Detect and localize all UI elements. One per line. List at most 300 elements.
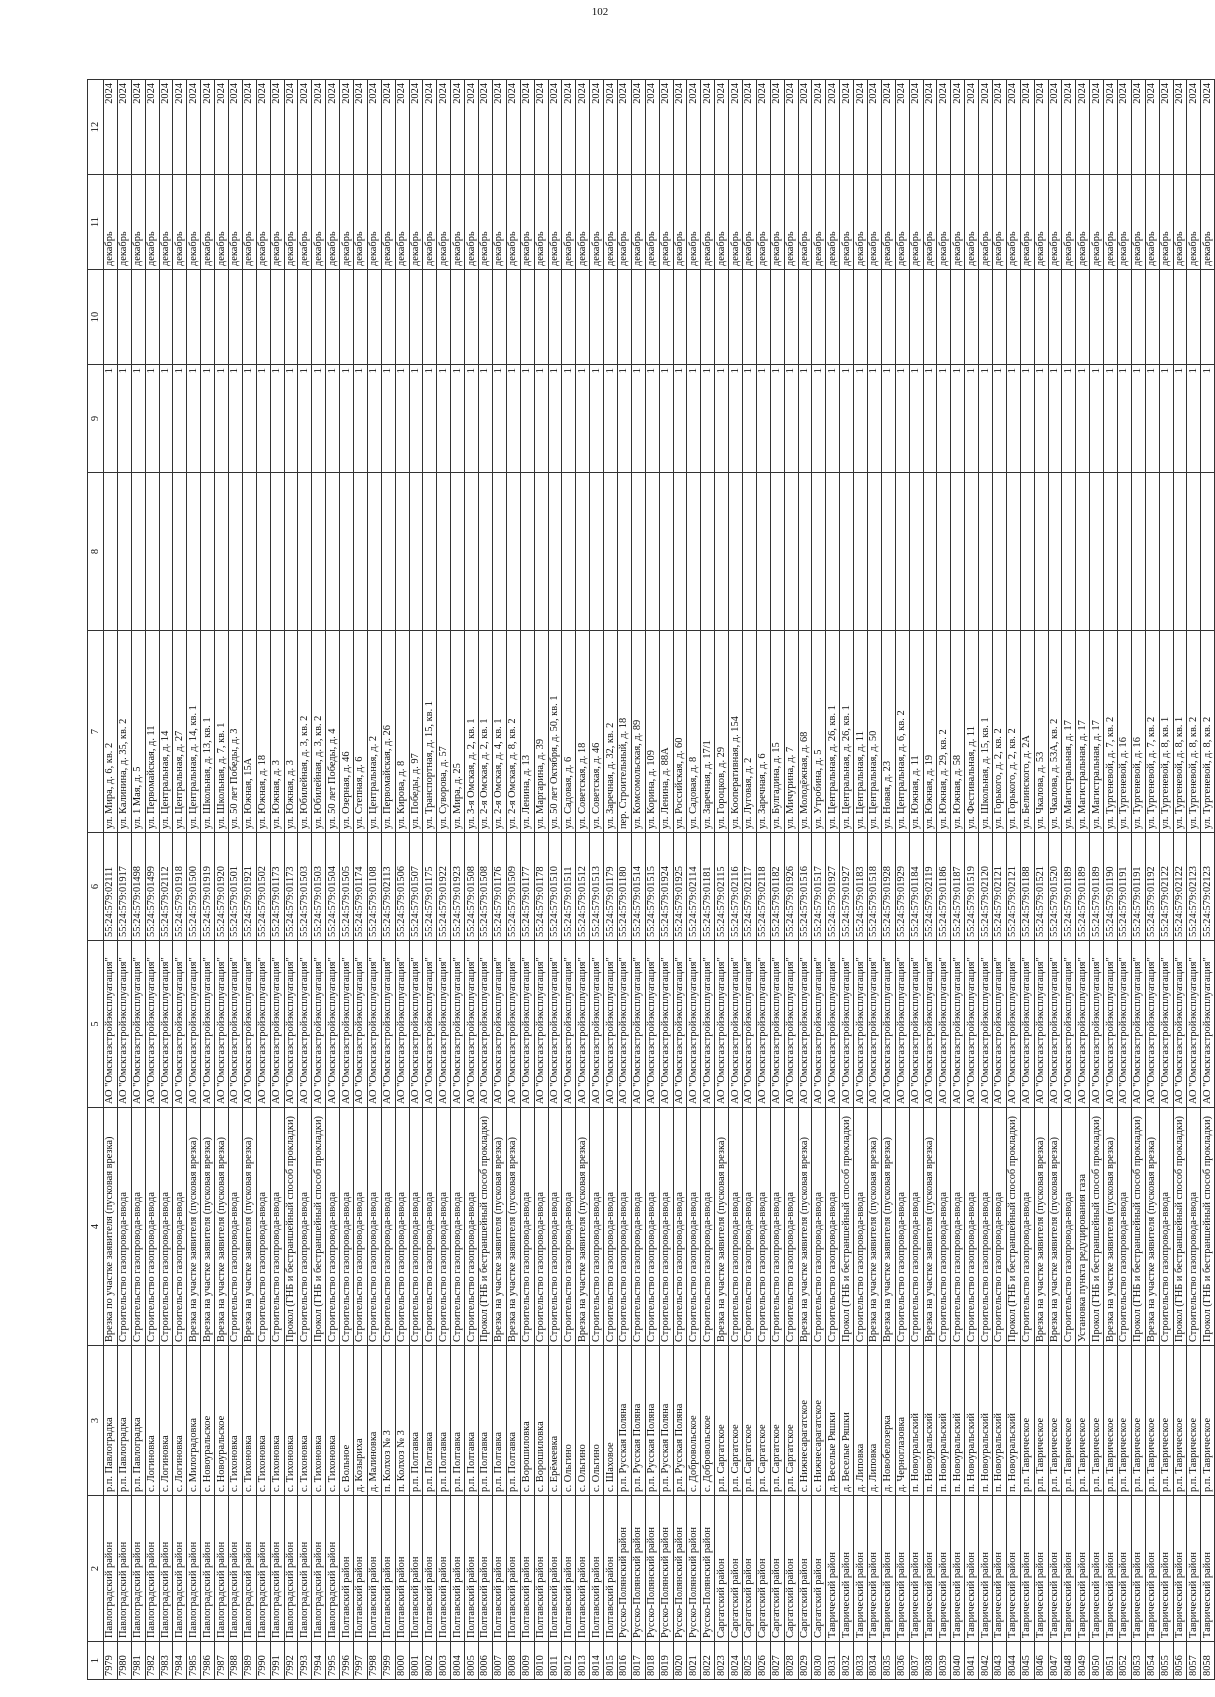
table-cell: [367, 473, 381, 631]
table-cell: декабрь: [284, 175, 298, 270]
table-cell: декабрь: [742, 175, 756, 270]
table-cell: АО "Омскгазстройэксплуатация": [548, 941, 562, 1108]
table-cell: 1: [395, 365, 409, 473]
table-cell: с. Тихоновка: [229, 1346, 243, 1496]
table-cell: ул. 50 лет Победы, д. 3: [229, 631, 243, 833]
table-row: [909, 80, 923, 1680]
table-row: [173, 80, 187, 1680]
table-cell: 55:24:579:02114: [687, 833, 701, 941]
table-cell: 8023: [715, 1642, 729, 1680]
table-row: [1104, 80, 1118, 1680]
table-cell: Строительство газопровода-ввода: [395, 1108, 409, 1346]
table-cell: 1: [506, 365, 520, 473]
table-cell: 8058: [1201, 1642, 1215, 1680]
table-cell: 8052: [1118, 1642, 1132, 1680]
table-cell: 8000: [395, 1642, 409, 1680]
table-cell: декабрь: [534, 175, 548, 270]
table-cell: Павлоградский район: [298, 1496, 312, 1642]
table-cell: 1: [284, 365, 298, 473]
table-cell: [840, 270, 854, 365]
table-cell: ул. Южная, д. 58: [951, 631, 965, 833]
table-cell: 1: [548, 365, 562, 473]
column-number-cell: 9: [88, 365, 104, 473]
table-cell: 8022: [701, 1642, 715, 1680]
table-cell: Павлоградский район: [201, 1496, 215, 1642]
table-cell: Строительство газопровода-ввода: [270, 1108, 284, 1346]
table-cell: 2024: [965, 80, 979, 175]
table-cell: 7982: [145, 1642, 159, 1680]
table-cell: Установка пункта редуцирования газа: [1076, 1108, 1090, 1346]
table-cell: декабрь: [131, 175, 145, 270]
table-cell: Таврический район: [993, 1496, 1007, 1642]
table-row: [520, 80, 534, 1680]
table-cell: [298, 473, 312, 631]
table-cell: 55:24:579:02118: [756, 833, 770, 941]
table-row: [965, 80, 979, 1680]
table-cell: [145, 270, 159, 365]
table-cell: Строительство газопровода-ввода: [173, 1108, 187, 1346]
table-cell: [465, 473, 479, 631]
table-cell: [798, 473, 812, 631]
table-cell: 2024: [645, 80, 659, 175]
table-row: [340, 80, 354, 1680]
table-cell: АО "Омскгазстройэксплуатация": [1020, 941, 1034, 1108]
table-cell: [881, 270, 895, 365]
table-cell: [492, 473, 506, 631]
table-cell: [548, 270, 562, 365]
table-cell: 55:24:579:01917: [117, 833, 131, 941]
table-cell: декабрь: [173, 175, 187, 270]
table-cell: с. Добровольское: [701, 1346, 715, 1496]
table-cell: д. Новобелозерка: [881, 1346, 895, 1496]
table-cell: ул. Маргарина, д. 39: [534, 631, 548, 833]
table-cell: 55:24:579:01500: [187, 833, 201, 941]
table-cell: [104, 473, 118, 631]
table-cell: декабрь: [465, 175, 479, 270]
table-cell: декабрь: [1201, 175, 1215, 270]
table-cell: Таврический район: [1006, 1496, 1020, 1642]
table-cell: 1: [826, 365, 840, 473]
table-cell: декабрь: [437, 175, 451, 270]
table-cell: [534, 270, 548, 365]
table-cell: [867, 270, 881, 365]
table-cell: Русско-Полянский район: [659, 1496, 673, 1642]
table-cell: декабрь: [590, 175, 604, 270]
table-cell: с. Ворошиловка: [534, 1346, 548, 1496]
table-row: [1006, 80, 1020, 1680]
table-cell: АО "Омскгазстройэксплуатация": [298, 941, 312, 1108]
table-cell: 1: [673, 365, 687, 473]
table-cell: [1145, 473, 1159, 631]
table-cell: декабрь: [1159, 175, 1173, 270]
table-cell: р.п. Таврическое: [1173, 1346, 1187, 1496]
table-row: [1159, 80, 1173, 1680]
table-cell: [576, 270, 590, 365]
table-cell: Строительство газопровода-ввода: [965, 1108, 979, 1346]
table-cell: ул. Первомайская, д. 11: [145, 631, 159, 833]
table-cell: Врезка на участке заявителя (пусковая врезка): [715, 1108, 729, 1346]
table-cell: Строительство газопровода-ввода: [673, 1108, 687, 1346]
table-cell: 55:24:579:01927: [826, 833, 840, 941]
table-cell: 1: [993, 365, 1007, 473]
table-cell: 7997: [354, 1642, 368, 1680]
table-cell: 2024: [534, 80, 548, 175]
table-cell: 2024: [562, 80, 576, 175]
column-number-cell: 1: [88, 1642, 104, 1680]
table-cell: 2024: [1118, 80, 1132, 175]
table-cell: [354, 270, 368, 365]
table-cell: Строительство газопровода-ввода: [826, 1108, 840, 1346]
table-cell: [131, 270, 145, 365]
table-cell: [1159, 270, 1173, 365]
table-cell: [701, 473, 715, 631]
table-cell: 1: [1104, 365, 1118, 473]
table-cell: 7987: [215, 1642, 229, 1680]
table-cell: декабрь: [423, 175, 437, 270]
table-cell: 55:24:579:01175: [423, 833, 437, 941]
table-cell: 2024: [854, 80, 868, 175]
table-cell: 8014: [590, 1642, 604, 1680]
table-cell: [534, 473, 548, 631]
table-cell: [742, 270, 756, 365]
table-cell: 2024: [604, 80, 618, 175]
table-cell: 8044: [1006, 1642, 1020, 1680]
table-cell: [215, 270, 229, 365]
table-cell: ул. Ленина, д. 88А: [659, 631, 673, 833]
table-cell: с. Ворошиловка: [520, 1346, 534, 1496]
table-cell: АО "Омскгазстройэксплуатация": [867, 941, 881, 1108]
table-cell: [687, 473, 701, 631]
table-cell: 8040: [951, 1642, 965, 1680]
table-cell: 1: [1187, 365, 1201, 473]
table-cell: 55:24:579:01518: [867, 833, 881, 941]
table-cell: 1: [312, 365, 326, 473]
table-cell: ул. Чкалова, д. 53: [1034, 631, 1048, 833]
table-row: [381, 80, 395, 1680]
table-cell: Полтавский район: [562, 1496, 576, 1642]
table-cell: декабрь: [979, 175, 993, 270]
table-cell: Полтавский район: [367, 1496, 381, 1642]
table-cell: 1: [1048, 365, 1062, 473]
table-cell: [756, 473, 770, 631]
table-cell: АО "Омскгазстройэксплуатация": [117, 941, 131, 1108]
table-cell: 1: [1145, 365, 1159, 473]
table-cell: 8054: [1145, 1642, 1159, 1680]
table-cell: Таврический район: [1187, 1496, 1201, 1642]
table-cell: 2024: [729, 80, 743, 175]
table-cell: ул. Южная, д. 29, кв. 2: [937, 631, 951, 833]
table-cell: Полтавский район: [465, 1496, 479, 1642]
table-cell: 2024: [812, 80, 826, 175]
table-cell: декабрь: [826, 175, 840, 270]
table-cell: 8028: [784, 1642, 798, 1680]
table-cell: АО "Омскгазстройэксплуатация": [979, 941, 993, 1108]
table-cell: р.п. Русская Поляна: [645, 1346, 659, 1496]
table-row: [451, 80, 465, 1680]
table-cell: декабрь: [395, 175, 409, 270]
table-cell: 55:24:579:01511: [562, 833, 576, 941]
table-row: [812, 80, 826, 1680]
table-cell: АО "Омскгазстройэксплуатация": [1173, 941, 1187, 1108]
table-cell: с. Тихоновка: [298, 1346, 312, 1496]
table-cell: 55:24:579:01174: [354, 833, 368, 941]
table-cell: 7985: [187, 1642, 201, 1680]
table-cell: 8056: [1173, 1642, 1187, 1680]
table-cell: ул. Центральная, д. 27: [173, 631, 187, 833]
table-cell: 55:24:579:02123: [1187, 833, 1201, 941]
table-cell: [840, 473, 854, 631]
table-cell: 55:24:579:01191: [1131, 833, 1145, 941]
column-number-cell: 6: [88, 833, 104, 941]
table-cell: [465, 270, 479, 365]
table-cell: 2024: [284, 80, 298, 175]
table-cell: АО "Омскгазстройэксплуатация": [1034, 941, 1048, 1108]
table-cell: 55:24:579:01517: [812, 833, 826, 941]
table-row: [1062, 80, 1076, 1680]
table-cell: 1: [1034, 365, 1048, 473]
table-cell: [326, 270, 340, 365]
table-row: [1076, 80, 1090, 1680]
table-cell: 7983: [159, 1642, 173, 1680]
table-cell: 55:24:579:01178: [534, 833, 548, 941]
table-cell: 1: [1131, 365, 1145, 473]
table-row: [604, 80, 618, 1680]
table-cell: Строительство газопровода-ввода: [1062, 1108, 1076, 1346]
table-cell: [784, 270, 798, 365]
table-cell: р.п. Таврическое: [1048, 1346, 1062, 1496]
table-cell: ул. Мичурина, д. 7: [784, 631, 798, 833]
table-cell: д. Липовка: [867, 1346, 881, 1496]
table-cell: р.п. Саргатское: [715, 1346, 729, 1496]
table-cell: [645, 473, 659, 631]
table-cell: [742, 473, 756, 631]
table-cell: АО "Омскгазстройэксплуатация": [520, 941, 534, 1108]
table-cell: 2024: [340, 80, 354, 175]
table-cell: 1: [631, 365, 645, 473]
table-cell: 8004: [451, 1642, 465, 1680]
table-cell: ул. Заречная, д. 17/1: [701, 631, 715, 833]
table-cell: 2024: [451, 80, 465, 175]
table-cell: АО "Омскгазстройэксплуатация": [187, 941, 201, 1108]
table-cell: 1: [145, 365, 159, 473]
table-cell: 1: [909, 365, 923, 473]
table-cell: 7994: [312, 1642, 326, 1680]
table-cell: [617, 270, 631, 365]
table-cell: Прокол (ГНБ и бестраншейный способ прокладки): [312, 1108, 326, 1346]
table-cell: [312, 473, 326, 631]
table-cell: Строительство газопровода-ввода: [409, 1108, 423, 1346]
table-cell: [1034, 270, 1048, 365]
table-cell: ул. Утробина, д. 5: [812, 631, 826, 833]
table-cell: р.п. Таврическое: [1145, 1346, 1159, 1496]
table-cell: АО "Омскгазстройэксплуатация": [784, 941, 798, 1108]
table-cell: п. Колхоз № 3: [381, 1346, 395, 1496]
table-cell: с. Тихоновка: [284, 1346, 298, 1496]
table-cell: 55:24:579:01108: [367, 833, 381, 941]
table-cell: 2024: [104, 80, 118, 175]
table-row: [270, 80, 284, 1680]
table-cell: 55:24:579:01509: [506, 833, 520, 941]
table-cell: 2024: [1090, 80, 1104, 175]
table-cell: Полтавский район: [381, 1496, 395, 1642]
table-cell: АО "Омскгазстройэксплуатация": [923, 941, 937, 1108]
table-cell: ул. Российская, д. 60: [673, 631, 687, 833]
table-cell: декабрь: [242, 175, 256, 270]
works-register-table: [87, 79, 1215, 1680]
table-cell: Таврический район: [1173, 1496, 1187, 1642]
table-cell: Строительство газопровода-ввода: [937, 1108, 951, 1346]
table-cell: Прокол (ГНБ и бестраншейный способ прокладки): [1201, 1108, 1215, 1346]
table-cell: ул. 1 Мая, д. 5: [131, 631, 145, 833]
table-cell: декабрь: [1104, 175, 1118, 270]
table-cell: р.п. Саргатское: [784, 1346, 798, 1496]
table-cell: 8025: [742, 1642, 756, 1680]
table-cell: 7999: [381, 1642, 395, 1680]
table-cell: 8011: [548, 1642, 562, 1680]
table-cell: Строительство газопровода-ввода: [256, 1108, 270, 1346]
table-cell: Строительство газопровода-ввода: [645, 1108, 659, 1346]
table-row: [770, 80, 784, 1680]
table-cell: декабрь: [1034, 175, 1048, 270]
table-cell: Русско-Полянский район: [631, 1496, 645, 1642]
table-cell: [298, 270, 312, 365]
table-cell: 55:24:579:01176: [492, 833, 506, 941]
table-cell: [631, 473, 645, 631]
table-cell: [673, 473, 687, 631]
table-cell: [354, 473, 368, 631]
table-cell: Строительство газопровода-ввода: [659, 1108, 673, 1346]
table-cell: 2024: [770, 80, 784, 175]
table-cell: [1048, 473, 1062, 631]
table-cell: 8017: [631, 1642, 645, 1680]
table-row: [242, 80, 256, 1680]
table-cell: АО "Омскгазстройэксплуатация": [229, 941, 243, 1108]
table-cell: ул. Тургеневой, д. 7, кв. 2: [1145, 631, 1159, 833]
table-row: [298, 80, 312, 1680]
table-cell: 1: [131, 365, 145, 473]
table-cell: АО "Омскгазстройэксплуатация": [145, 941, 159, 1108]
table-cell: АО "Омскгазстройэксплуатация": [131, 941, 145, 1108]
table-cell: АО "Омскгазстройэксплуатация": [604, 941, 618, 1108]
table-cell: Таврический район: [1159, 1496, 1173, 1642]
table-cell: Таврический район: [840, 1496, 854, 1642]
column-number-cell: 12: [88, 80, 104, 175]
table-cell: 55:24:579:01922: [437, 833, 451, 941]
table-cell: декабрь: [617, 175, 631, 270]
table-cell: Прокол (ГНБ и бестраншейный способ прокладки): [284, 1108, 298, 1346]
table-cell: 55:24:579:01925: [673, 833, 687, 941]
table-row: [256, 80, 270, 1680]
table-cell: [242, 270, 256, 365]
table-cell: Таврический район: [937, 1496, 951, 1642]
table-cell: декабрь: [117, 175, 131, 270]
table-cell: 55:24:579:02122: [1159, 833, 1173, 941]
table-cell: 7980: [117, 1642, 131, 1680]
table-cell: ул. Магистральная, д. 17: [1076, 631, 1090, 833]
table-cell: 55:24:579:01513: [590, 833, 604, 941]
table-cell: 8049: [1076, 1642, 1090, 1680]
table-cell: декабрь: [881, 175, 895, 270]
table-cell: АО "Омскгазстройэксплуатация": [312, 941, 326, 1108]
table-row: [562, 80, 576, 1680]
table-cell: 1: [1118, 365, 1132, 473]
table-cell: п. Новоуральский: [951, 1346, 965, 1496]
table-cell: Строительство газопровода-ввода: [617, 1108, 631, 1346]
table-cell: Строительство газопровода-ввода: [326, 1108, 340, 1346]
table-cell: 8037: [909, 1642, 923, 1680]
table-cell: [965, 473, 979, 631]
table-cell: Саргатский район: [770, 1496, 784, 1642]
table-cell: 1: [326, 365, 340, 473]
table-cell: декабрь: [506, 175, 520, 270]
table-cell: 2024: [1076, 80, 1090, 175]
table-cell: 2024: [1006, 80, 1020, 175]
table-cell: [673, 270, 687, 365]
table-cell: ул. Тургеневой, д. 16: [1118, 631, 1132, 833]
table-cell: с. Тихоновка: [242, 1346, 256, 1496]
table-cell: 55:24:579:02121: [993, 833, 1007, 941]
table-cell: 1: [270, 365, 284, 473]
table-cell: 8042: [979, 1642, 993, 1680]
table-cell: Полтавский район: [340, 1496, 354, 1642]
table-cell: Врезка на участке заявителя (пусковая врезка): [881, 1108, 895, 1346]
table-cell: 2024: [687, 80, 701, 175]
table-cell: [687, 270, 701, 365]
table-cell: [201, 270, 215, 365]
table-cell: декабрь: [1090, 175, 1104, 270]
table-cell: 1: [687, 365, 701, 473]
table-cell: Врезка на участке заявителя (пусковая врезка): [492, 1108, 506, 1346]
table-cell: ул. Тургеневой, д. 8, кв. 1: [1159, 631, 1173, 833]
table-cell: АО "Омскгазстройэксплуатация": [854, 941, 868, 1108]
table-cell: с. Тихоновка: [326, 1346, 340, 1496]
table-cell: АО "Омскгазстройэксплуатация": [215, 941, 229, 1108]
table-cell: ул. 50 лет Победы, д. 4: [326, 631, 340, 833]
table-cell: АО "Омскгазстройэксплуатация": [451, 941, 465, 1108]
table-cell: д. Липовка: [854, 1346, 868, 1496]
table-cell: декабрь: [604, 175, 618, 270]
table-cell: 2024: [951, 80, 965, 175]
table-cell: р.п. Таврическое: [1201, 1346, 1215, 1496]
table-cell: 1: [298, 365, 312, 473]
table-cell: Врезка на участке заявителя (пусковая врезка): [798, 1108, 812, 1346]
table-cell: ул. Первомайская, д. 26: [381, 631, 395, 833]
table-cell: [645, 270, 659, 365]
table-cell: 55:24:579:01929: [895, 833, 909, 941]
table-cell: [1104, 270, 1118, 365]
table-cell: 1: [937, 365, 951, 473]
table-cell: [270, 270, 284, 365]
table-row: [840, 80, 854, 1680]
table-cell: 55:24:579:01521: [1034, 833, 1048, 941]
table-cell: декабрь: [1062, 175, 1076, 270]
table-cell: 8009: [520, 1642, 534, 1680]
table-cell: АО "Омскгазстройэксплуатация": [1145, 941, 1159, 1108]
table-cell: [1187, 473, 1201, 631]
table-cell: 1: [812, 365, 826, 473]
table-cell: декабрь: [770, 175, 784, 270]
table-cell: 55:24:579:01173: [284, 833, 298, 941]
table-cell: 55:24:579:01502: [256, 833, 270, 941]
table-cell: Строительство газопровода-ввода: [1118, 1108, 1132, 1346]
table-row: [1145, 80, 1159, 1680]
table-row: [465, 80, 479, 1680]
table-row: [423, 80, 437, 1680]
table-cell: 8036: [895, 1642, 909, 1680]
table-cell: 1: [104, 365, 118, 473]
table-cell: ул. Горького, д. 2, кв. 2: [993, 631, 1007, 833]
table-cell: 8030: [812, 1642, 826, 1680]
